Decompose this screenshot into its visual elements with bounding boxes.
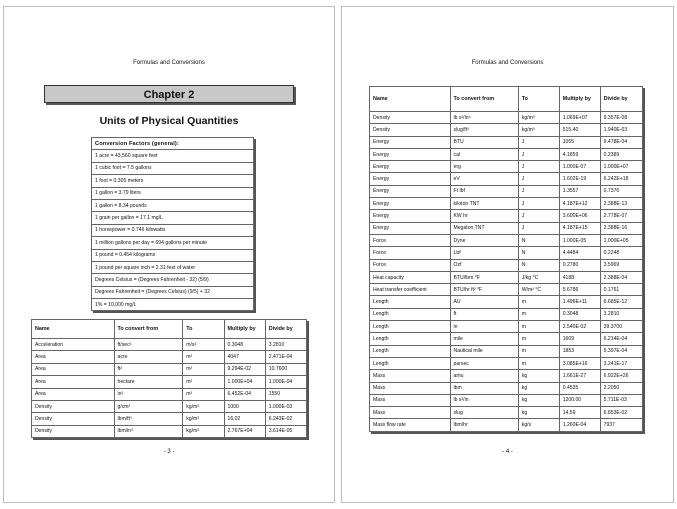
conversion-factor: 1 acre = 43,560 square feet: [92, 150, 254, 162]
table-cell: slug: [450, 407, 518, 419]
conversion-factors-heading-row: [92, 138, 254, 150]
table-header-row: [370, 87, 643, 112]
table-cell: 0.2780: [559, 259, 600, 271]
table-cell: kg: [518, 394, 559, 406]
table-cell: 1.496E+11: [559, 296, 600, 308]
table-cell: 0.3048: [224, 339, 265, 351]
table-cell: Force: [370, 247, 451, 259]
table-cell: 3.2810: [600, 308, 642, 320]
table-cell: 3.614E-05: [265, 425, 306, 437]
table-cell: 1.069E+07: [559, 112, 600, 124]
table-cell: BTU: [450, 136, 518, 148]
table-cell: m²: [183, 351, 224, 363]
column-header: To: [183, 320, 224, 339]
table-cell: 6.214E-04: [600, 333, 642, 345]
table-cell: 6.853E-02: [600, 407, 642, 419]
table-cell: m: [518, 321, 559, 333]
table-cell: 1609: [559, 333, 600, 345]
table-cell: Energy: [370, 222, 451, 234]
table-cell: 3.600E+06: [559, 210, 600, 222]
table-cell: Area: [32, 376, 115, 388]
table-cell: Density: [32, 425, 115, 437]
table-row: [370, 370, 643, 382]
table-cell: amu: [450, 370, 518, 382]
table-cell: J: [518, 185, 559, 197]
list-item: [92, 175, 254, 187]
conversion-factor: 1 pound = 0.454 kilograms: [92, 249, 254, 261]
table-cell: kg/m³: [183, 400, 224, 412]
table-cell: 0.2248: [600, 247, 642, 259]
table-row: [370, 333, 643, 345]
table-row: [370, 247, 643, 259]
table-cell: 0.1761: [600, 284, 642, 296]
table-cell: Energy: [370, 136, 451, 148]
column-header: Multiply by: [559, 87, 600, 112]
table-row: [370, 259, 643, 271]
table-cell: 6.242E+18: [600, 173, 642, 185]
conversion-table: [31, 319, 307, 438]
conversion-factor: 1 horsepower = 0.746 kilowatts: [92, 224, 254, 236]
table-cell: Density: [32, 400, 115, 412]
table-row: [370, 345, 643, 357]
table-cell: Energy: [370, 210, 451, 222]
table-cell: kiloton TNT: [450, 198, 518, 210]
table-cell: 9.478E-04: [600, 136, 642, 148]
chapter-heading: Chapter 2: [44, 85, 294, 103]
table-row: [32, 388, 307, 400]
table-cell: ft²: [114, 363, 183, 375]
column-header: Name: [32, 320, 115, 339]
table-cell: J: [518, 198, 559, 210]
table-cell: lbm/ft³: [114, 413, 183, 425]
table-row: [370, 321, 643, 333]
table-cell: Density: [370, 112, 451, 124]
table-cell: Force: [370, 259, 451, 271]
table-cell: 1.000E+04: [224, 376, 265, 388]
table-cell: 2.2050: [600, 382, 642, 394]
table-row: [370, 148, 643, 160]
table-cell: 1550: [265, 388, 306, 400]
column-header: Divide by: [600, 87, 642, 112]
table-cell: J: [518, 210, 559, 222]
table-cell: kg: [518, 370, 559, 382]
table-cell: Length: [370, 321, 451, 333]
table-cell: J: [518, 136, 559, 148]
table-row: [370, 419, 643, 431]
table-cell: 2.540E-02: [559, 321, 600, 333]
table-cell: kg: [518, 382, 559, 394]
table-cell: ft/sec²: [114, 339, 183, 351]
table-row: [370, 136, 643, 148]
conversion-factor: Degrees Fahrenheit = (Degrees Celsius) (9/5) + 32: [92, 286, 254, 298]
table-cell: Heat capacity: [370, 271, 451, 283]
list-item: [92, 199, 254, 211]
table-cell: Energy: [370, 148, 451, 160]
table-cell: 4.1859: [559, 148, 600, 160]
table-cell: m: [518, 296, 559, 308]
table-row: [32, 339, 307, 351]
table-cell: 9.294E-02: [224, 363, 265, 375]
table-cell: slug/ft³: [450, 124, 518, 136]
table-cell: Mass: [370, 407, 451, 419]
table-row: [370, 357, 643, 369]
table-cell: Ft lbf: [450, 185, 518, 197]
list-item: [92, 224, 254, 236]
table-cell: 16.02: [224, 413, 265, 425]
table-row: [370, 284, 643, 296]
table-cell: 2.471E-04: [265, 351, 306, 363]
table-cell: Area: [32, 351, 115, 363]
table-row: [370, 185, 643, 197]
conversion-factor: 1 cubic foot = 7.5 gallons: [92, 162, 254, 174]
table-cell: Mass flow rate: [370, 419, 451, 431]
table-cell: N: [518, 234, 559, 246]
table-cell: Megaton TNT: [450, 222, 518, 234]
list-item: [92, 237, 254, 249]
table-cell: N: [518, 247, 559, 259]
table-cell: Acceleration: [32, 339, 115, 351]
table-cell: 1.000E-05: [559, 234, 600, 246]
left-page: [3, 6, 335, 503]
conversion-factor: 1% = 10,000 mg/L: [92, 299, 254, 311]
table-cell: m: [518, 345, 559, 357]
table-cell: Force: [370, 234, 451, 246]
table-cell: 515.40: [559, 124, 600, 136]
section-title: Units of Physical Quantities: [99, 115, 239, 127]
table-cell: 7937: [600, 419, 642, 431]
table-cell: 1.602E-19: [559, 173, 600, 185]
table-cell: J: [518, 173, 559, 185]
conversion-factor: 1 grain per gallon = 17.1 mg/L: [92, 212, 254, 224]
table-cell: Mass: [370, 394, 451, 406]
table-cell: 5.397E-04: [600, 345, 642, 357]
list-item: [92, 286, 254, 298]
table-cell: Length: [370, 357, 451, 369]
conversion-factor: 1 pound per square inch = 2.31 feet of water: [92, 261, 254, 273]
table-cell: 1853: [559, 345, 600, 357]
table-cell: Ozf: [450, 259, 518, 271]
table-row: [32, 425, 307, 437]
table-cell: 6.685E-12: [600, 296, 642, 308]
table-cell: Area: [32, 363, 115, 375]
table-cell: 1200.00: [559, 394, 600, 406]
table-cell: 2.388E-16: [600, 222, 642, 234]
table-cell: 39.3700: [600, 321, 642, 333]
column-header: To: [518, 87, 559, 112]
conversion-factor: Degrees Celsius = (Degrees Fahrenheit - 32) (5/9): [92, 274, 254, 286]
conversion-factor: 1 million gallons per day = 694 gallons per minute: [92, 237, 254, 249]
table-cell: 4188: [559, 271, 600, 283]
table-cell: lb s²/in: [450, 394, 518, 406]
column-header: Divide by: [265, 320, 306, 339]
table-cell: 4.187E+12: [559, 198, 600, 210]
table-cell: kg: [518, 407, 559, 419]
list-item: [92, 249, 254, 261]
table-cell: J/kg °C: [518, 271, 559, 283]
table-cell: 6.022E+26: [600, 370, 642, 382]
table-row: [370, 407, 643, 419]
conversion-factors-list: [92, 138, 254, 311]
table-row: [370, 222, 643, 234]
table-cell: J: [518, 148, 559, 160]
table-cell: 0.3048: [559, 308, 600, 320]
table-row: [370, 382, 643, 394]
table-cell: lbm/hr: [450, 419, 518, 431]
table-cell: 2.767E+04: [224, 425, 265, 437]
table-cell: kg/m³: [183, 425, 224, 437]
table-cell: m²: [183, 388, 224, 400]
list-item: [92, 187, 254, 199]
table-cell: 1.000E-03: [265, 400, 306, 412]
table-cell: 2.388E-13: [600, 198, 642, 210]
table-row: [32, 351, 307, 363]
table-cell: Heat transfer coefficient: [370, 284, 451, 296]
conversion-factor: 1 gallon = 8.34 pounds: [92, 199, 254, 211]
table-cell: Density: [32, 413, 115, 425]
table-cell: Lbf: [450, 247, 518, 259]
table-cell: 5.6786: [559, 284, 600, 296]
running-header: Formulas and Conversions: [471, 60, 544, 66]
table-cell: Energy: [370, 198, 451, 210]
table-cell: in²: [114, 388, 183, 400]
table-cell: 1055: [559, 136, 600, 148]
table-cell: 1000: [224, 400, 265, 412]
table-row: [370, 124, 643, 136]
column-header: To convert from: [114, 320, 183, 339]
table-cell: Length: [370, 308, 451, 320]
table-cell: 2.778E-07: [600, 210, 642, 222]
column-header: Multiply by: [224, 320, 265, 339]
table-row: [370, 296, 643, 308]
table-cell: 14.59: [559, 407, 600, 419]
table-cell: kg/m³: [183, 413, 224, 425]
table-cell: g/cm³: [114, 400, 183, 412]
table-cell: Density: [370, 124, 451, 136]
table-cell: W/m² °C: [518, 284, 559, 296]
table-cell: BTU/lbm °F: [450, 271, 518, 283]
table-cell: 1.3557: [559, 185, 600, 197]
table-cell: hectare: [114, 376, 183, 388]
table-cell: 10.7600: [265, 363, 306, 375]
table-cell: KW hr: [450, 210, 518, 222]
table-cell: Mass: [370, 382, 451, 394]
table-cell: 4.4484: [559, 247, 600, 259]
table-cell: 1.260E-04: [559, 419, 600, 431]
table-cell: 9.357E-08: [600, 112, 642, 124]
table-cell: parsec: [450, 357, 518, 369]
right-page: [341, 6, 674, 503]
table-cell: Area: [32, 388, 115, 400]
table-cell: mile: [450, 333, 518, 345]
table-cell: kg/s: [518, 419, 559, 431]
table-cell: lb s²/in⁴: [450, 112, 518, 124]
table-cell: kg/m³: [518, 124, 559, 136]
table-row: [370, 161, 643, 173]
table-cell: 6.452E-04: [224, 388, 265, 400]
table-row: [32, 413, 307, 425]
table-cell: 1.940E-03: [600, 124, 642, 136]
list-item: [92, 274, 254, 286]
table-cell: 1.000E-04: [265, 376, 306, 388]
list-item: [92, 150, 254, 162]
table-cell: 5.711E-03: [600, 394, 642, 406]
table-cell: m²: [183, 376, 224, 388]
table-cell: m: [518, 333, 559, 345]
table-row: [32, 376, 307, 388]
conversion-factors-heading: Conversion Factors (general):: [92, 138, 254, 150]
table-cell: Length: [370, 345, 451, 357]
table-row: [370, 198, 643, 210]
table-cell: Energy: [370, 185, 451, 197]
table-cell: 4.187E+15: [559, 222, 600, 234]
table-cell: Nautical mile: [450, 345, 518, 357]
table-cell: 1.661E-27: [559, 370, 600, 382]
table-header-row: [32, 320, 307, 339]
running-header: Formulas and Conversions: [133, 60, 205, 66]
table-cell: kg/m³: [518, 112, 559, 124]
conversion-table: [369, 86, 643, 432]
page-number: - 4 -: [502, 449, 513, 455]
table-row: [370, 210, 643, 222]
table-cell: 3.241E-17: [600, 357, 642, 369]
table-cell: 0.7376: [600, 185, 642, 197]
table-cell: Energy: [370, 173, 451, 185]
table-cell: 1.000E-07: [559, 161, 600, 173]
conversion-factors-box: [91, 137, 254, 311]
table-cell: J: [518, 161, 559, 173]
table-cell: lbm/in³: [114, 425, 183, 437]
list-item: [92, 162, 254, 174]
table-cell: J: [518, 222, 559, 234]
table-cell: 3.085E+16: [559, 357, 600, 369]
table-cell: 0.2389: [600, 148, 642, 160]
table-cell: 1.000E+07: [600, 161, 642, 173]
table-cell: Length: [370, 296, 451, 308]
table-cell: m: [518, 308, 559, 320]
list-item: [92, 212, 254, 224]
table-row: [370, 173, 643, 185]
table-cell: m: [518, 357, 559, 369]
table-row: [370, 234, 643, 246]
table-cell: lbm: [450, 382, 518, 394]
list-item: [92, 299, 254, 311]
table-cell: Energy: [370, 161, 451, 173]
table-cell: 3.2810: [265, 339, 306, 351]
table-cell: Dyne: [450, 234, 518, 246]
table-cell: AU: [450, 296, 518, 308]
conversion-factor: 1 gallon = 3.79 liters: [92, 187, 254, 199]
table-cell: 2.388E-04: [600, 271, 642, 283]
table-cell: acre: [114, 351, 183, 363]
table-row: [32, 363, 307, 375]
table-cell: 4047: [224, 351, 265, 363]
table-row: [32, 400, 307, 412]
table-cell: in: [450, 321, 518, 333]
table-cell: N: [518, 259, 559, 271]
table-cell: 0.4535: [559, 382, 600, 394]
table-cell: erg: [450, 161, 518, 173]
table-cell: 1.000E+05: [600, 234, 642, 246]
table-row: [370, 394, 643, 406]
table-cell: ft: [450, 308, 518, 320]
page-number: - 3 -: [163, 449, 175, 455]
column-header: To convert from: [450, 87, 518, 112]
table-cell: 3.5969: [600, 259, 642, 271]
table-cell: m/s²: [183, 339, 224, 351]
table-cell: 6.243E-02: [265, 413, 306, 425]
table-row: [370, 308, 643, 320]
conversion-factor: 1 foot = 0.305 meters: [92, 175, 254, 187]
table-cell: Length: [370, 333, 451, 345]
table-row: [370, 271, 643, 283]
table-cell: m²: [183, 363, 224, 375]
table-cell: cal: [450, 148, 518, 160]
table-cell: Mass: [370, 370, 451, 382]
column-header: Name: [370, 87, 451, 112]
table-row: [370, 112, 643, 124]
table-cell: eV: [450, 173, 518, 185]
table-cell: BTU/hr ft² °F: [450, 284, 518, 296]
list-item: [92, 261, 254, 273]
